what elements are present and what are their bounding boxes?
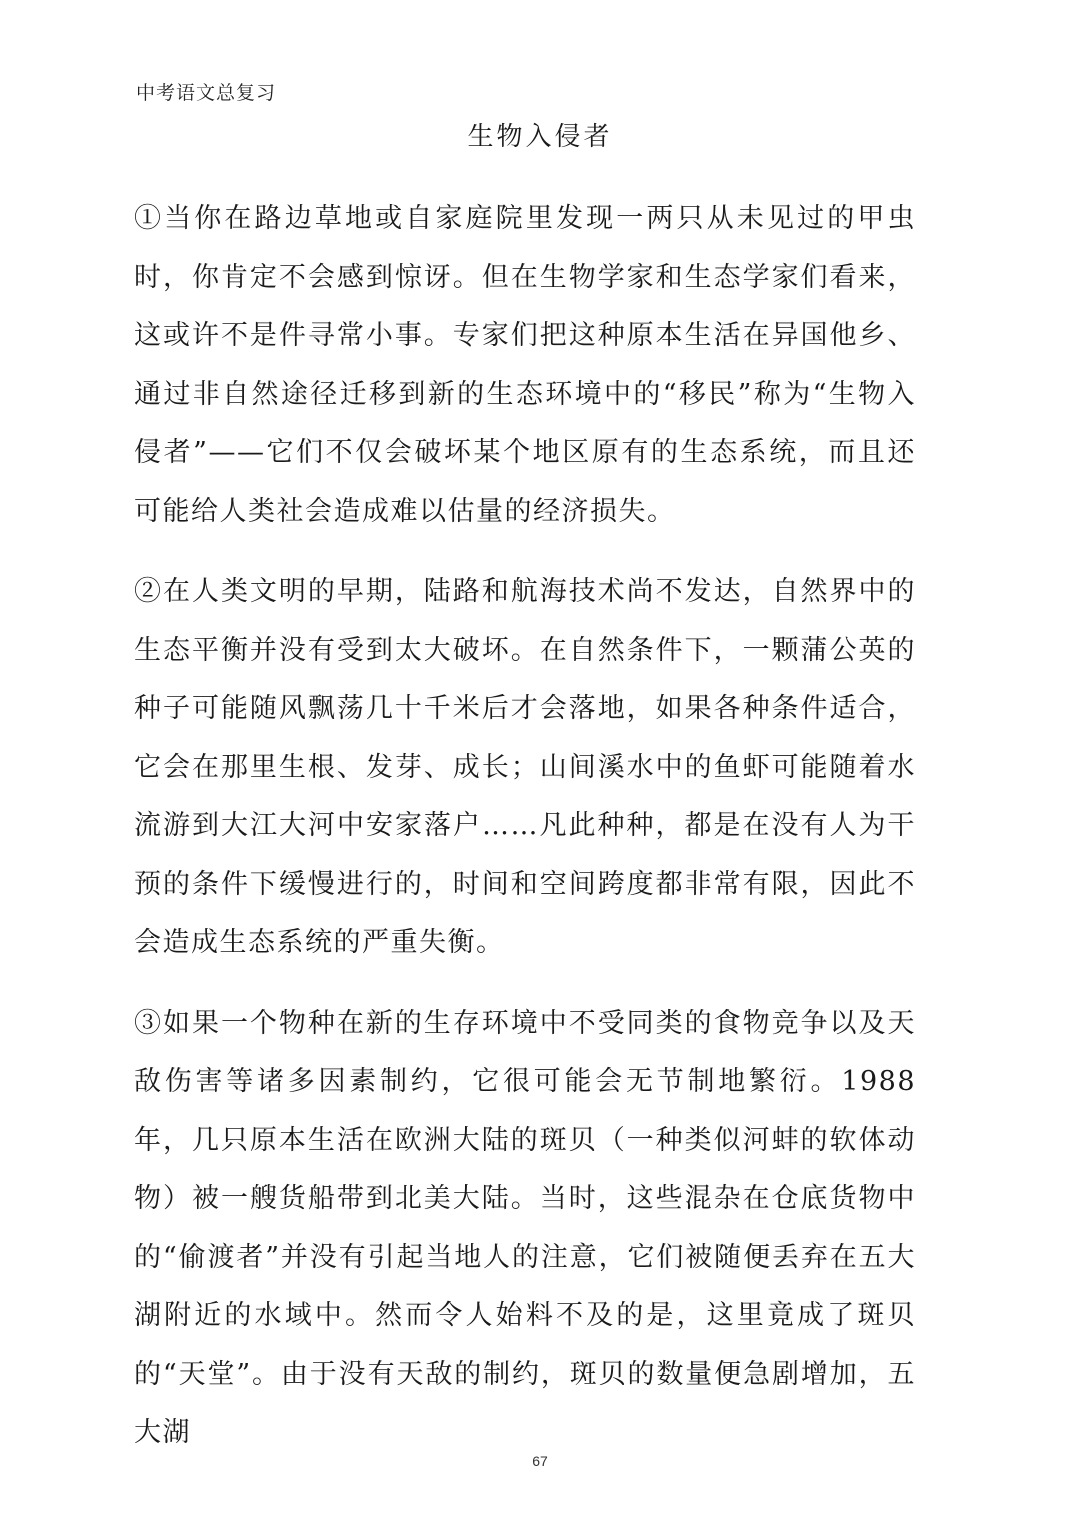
paragraph-1: ①当你在路边草地或自家庭院里发现一两只从未见过的甲虫时，你肯定不会感到惊讶。但在生物学家和生态学家们看来，这或许不是件寻常小事。专家们把这种原本生活在异国他乡、通过非自然途径迁移到新的生态环境中的“移民”称为“生物入侵者”——它们不仅会破坏某个地区原有的生态系统，而且还可能给人类社会造成难以估量的经济损失。 [134,203,916,527]
document-header: 中考语文总复习 [136,82,277,104]
article-title: 生物入侵者 [467,122,613,152]
paragraph-2: ②在人类文明的早期，陆路和航海技术尚不发达，自然界中的生态平衡并没有受到太大破坏。在自然条件下，一颗蒲公英的种子可能随风飘荡几十千米后才会落地，如果各种条件适合，它会在那里生根、发芽、成长；山间溪水中的鱼虾可能随着水流游到大江大河中安家落户……凡此种种，都是在没有人为干预的条件下缓慢进行的，时间和空间跨度都非常有限，因此不会造成生态系统的严重失衡。 [134,576,916,958]
article-body [134,190,916,1485]
paragraph-3: ③如果一个物种在新的生存环境中不受同类的食物竞争以及天敌伤害等诸多因素制约，它很可能会无节制地繁衍。1988 年，几只原本生活在欧洲大陆的斑贝（一种类似河蚌的软体动物）被一艘货船带到北美大陆。当时，这些混杂在仓底货物中的“偷渡者”并没有引起当地人的注意，它们被随便丢弃在五大湖附近的水域中。然而令人始料不及的是，这里竟成了斑贝的“天堂”。由于没有天敌的制约，斑贝的数量便急剧增加，五大湖 [134,1007,916,1448]
page-number: 67 [532,1453,548,1469]
